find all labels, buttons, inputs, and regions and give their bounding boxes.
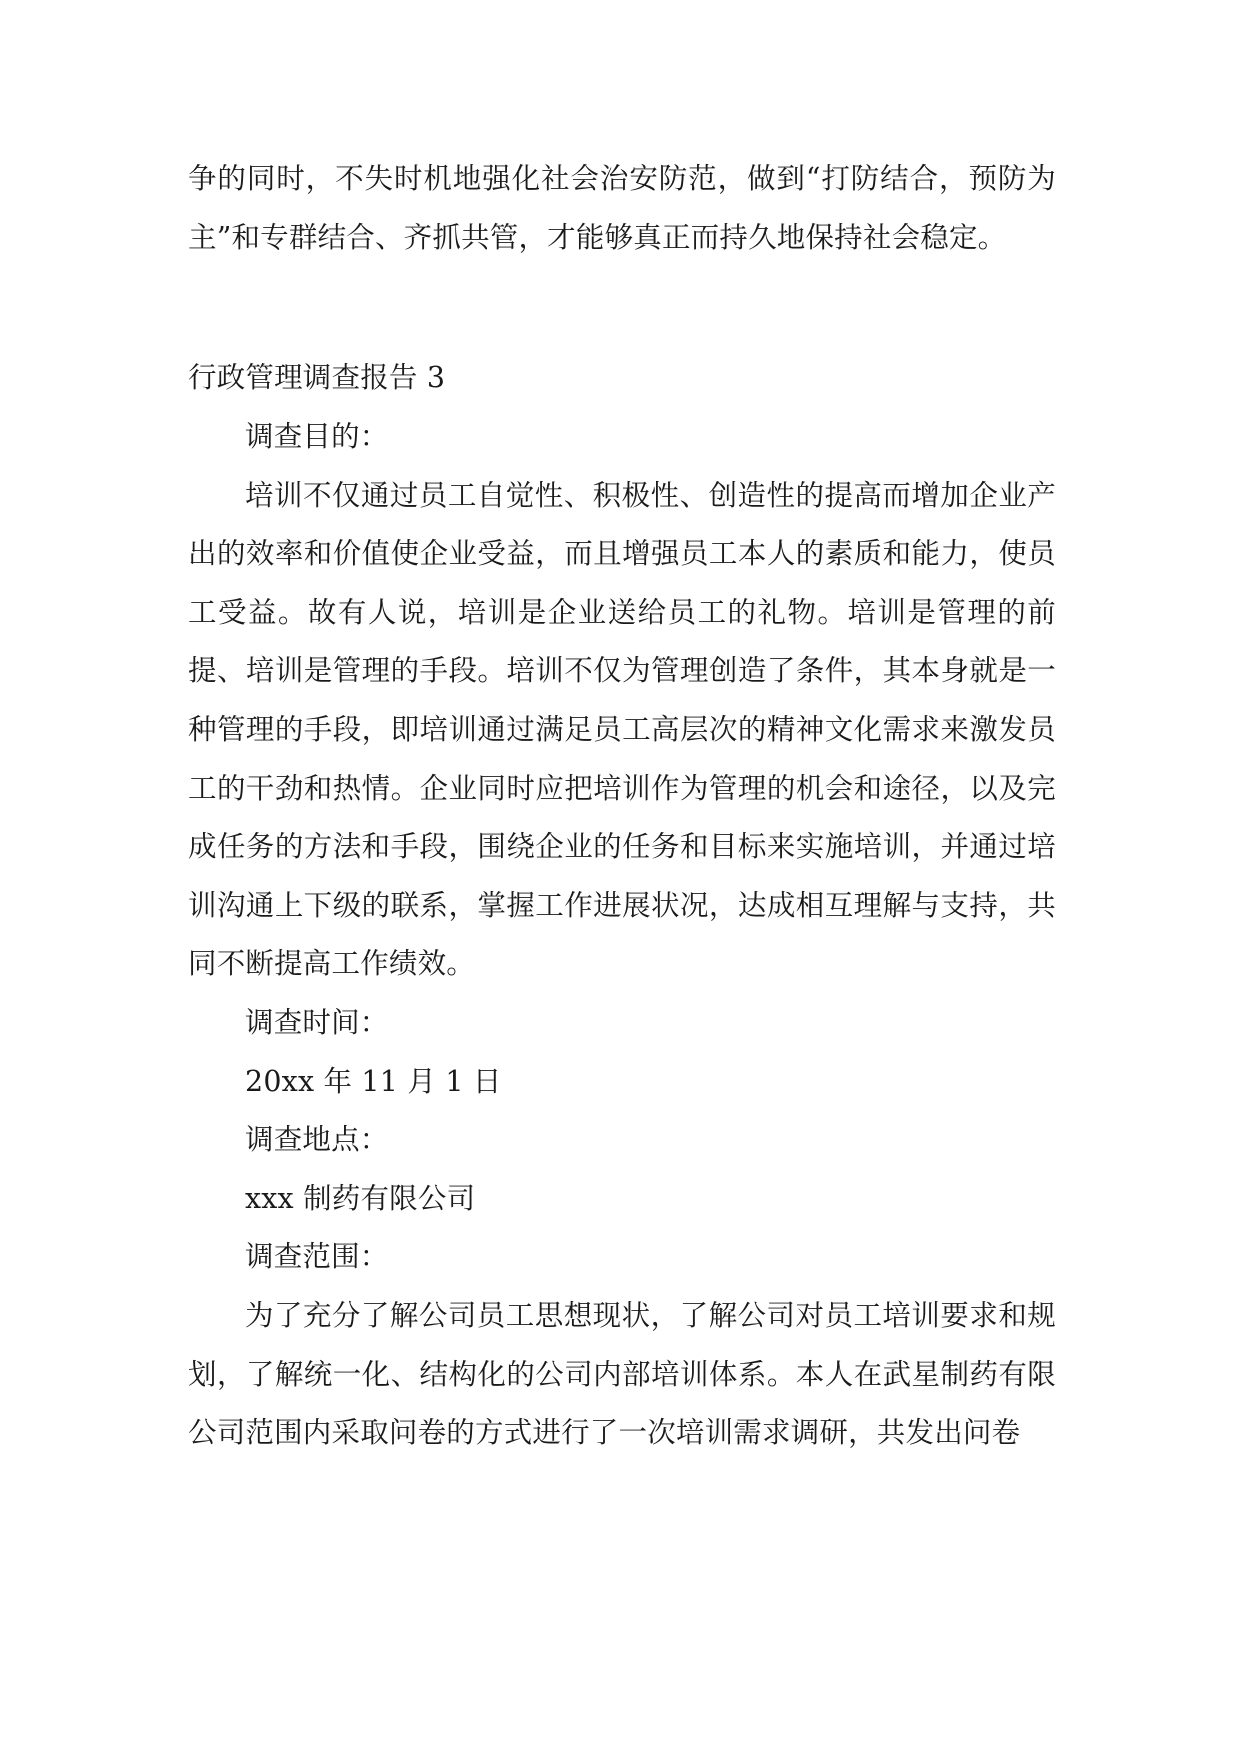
continuation-paragraph-text: 争的同时，不失时机地强化社会治安防范，做到“打防结合，预防为主”和专群结合、齐抓共管，才能够真正而持久地保持社会稳定。: [188, 162, 1056, 254]
report-body: [188, 408, 1056, 1463]
scope-text: 为了充分了解公司员工思想现状，了解公司对员工培训要求和规划，了解统一化、结构化的公司内部培训体系。本人在武星制药有限公司范围内采取问卷的方式进行了一次培训需求调研，共发出问卷: [188, 1298, 1056, 1450]
time-label: 调查时间：: [245, 1005, 389, 1039]
purpose-text: 培训不仅通过员工自觉性、积极性、创造性的提高而增加企业产出的效率和价值使企业受益，而且增强员工本人的素质和能力，使员工受益。故有人说，培训是企业送给员工的礼物。培训是管理的前提、培训是管理的手段。培训不仅为管理创造了条件，其本身就是一种管理的手段，即培训通过满足员工高层次的精神文化需求来激发员工的干劲和热情。企业同时应把培训作为管理的机会和途径，以及完成任务的方法和手段，围绕企业的任务和目标来实施培训，并通过培训沟通上下级的联系，掌握工作进展状况，达成相互理解与支持，共同不断提高工作绩效。: [188, 478, 1056, 981]
report-title: 行政管理调查报告 3: [188, 361, 446, 394]
continuation-paragraph: [188, 150, 1056, 267]
purpose-label: 调查目的：: [245, 420, 389, 453]
scope-label: 调查范围：: [245, 1240, 389, 1274]
location-label: 调查地点：: [245, 1123, 389, 1157]
time-value: 20xx 年 11 月 1 日: [245, 1064, 502, 1098]
location-value: xxx 制药有限公司: [245, 1181, 476, 1215]
